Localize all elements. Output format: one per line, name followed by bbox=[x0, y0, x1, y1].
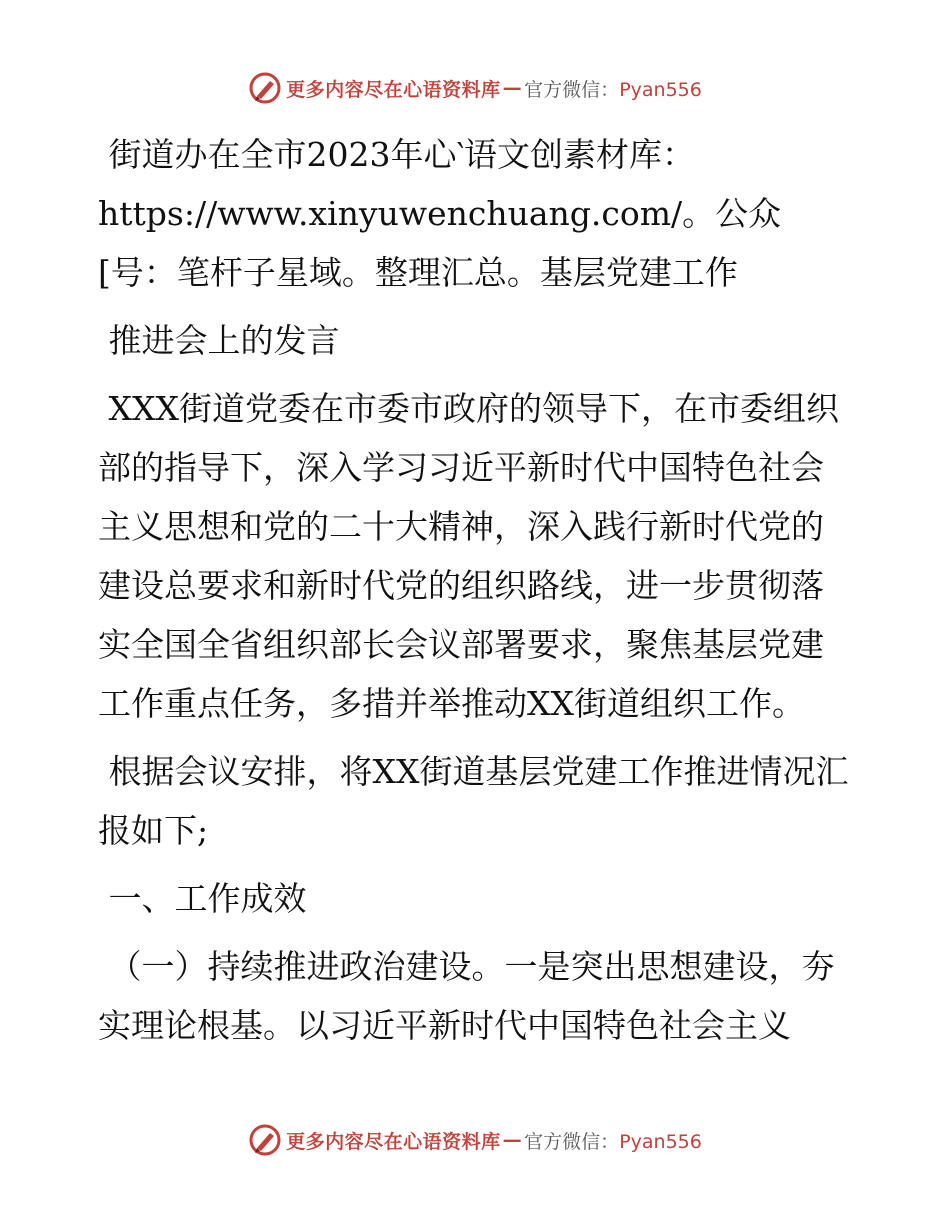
paragraph-report-intro: 根据会议安排，将XX街道基层党建工作推进情况汇报如下; bbox=[98, 752, 849, 850]
watermark-contact bbox=[524, 75, 702, 102]
watermark-contact-id: Pyan556 bbox=[619, 78, 702, 101]
document-body bbox=[98, 125, 850, 1055]
watermark-brand: 更多内容尽在心语资料库 bbox=[286, 78, 501, 101]
paragraph-political-building: （一）持续推进政治建设。一是突出思想建设，夯实理论根基。以习近平新时代中国特色社会主义 bbox=[98, 947, 835, 1045]
paragraph-title-line-2: 推进会上的发言 bbox=[98, 321, 340, 360]
section-heading: 一、工作成效 bbox=[98, 879, 307, 918]
watermark-separator: — bbox=[502, 1129, 523, 1151]
pen-logo-icon bbox=[248, 1123, 282, 1157]
watermark-separator: — bbox=[502, 77, 523, 99]
watermark-brand: 更多内容尽在心语资料库 bbox=[286, 1130, 501, 1153]
paragraph-intro: XXX街道党委在市委市政府的领导下，在市委组织部的指导下，深入学习习近平新时代中国特色社会主义思想和党的二十大精神，深入践行新时代党的建设总要求和新时代党的组织路线，进一步贯彻落实全国全省组织部长会议部署要求，聚焦基层党建工作重点任务，多措并举推动XX街道组织工作。 bbox=[98, 389, 839, 723]
paragraph-title-line-1: 街道办在全市2023年心‵语文创素材库：https://www.xinyuwenchuang.com/。公众[号：笔杆子星域。整理汇总。基层党建工作 bbox=[98, 135, 782, 292]
pen-logo-icon bbox=[248, 71, 282, 105]
footer-watermark bbox=[0, 1120, 950, 1160]
watermark-contact bbox=[524, 1127, 702, 1154]
watermark-contact-label: 官方微信： bbox=[524, 1130, 620, 1153]
watermark-contact-label: 官方微信： bbox=[524, 78, 620, 101]
header-watermark bbox=[0, 68, 950, 108]
watermark-contact-id: Pyan556 bbox=[619, 1130, 702, 1153]
